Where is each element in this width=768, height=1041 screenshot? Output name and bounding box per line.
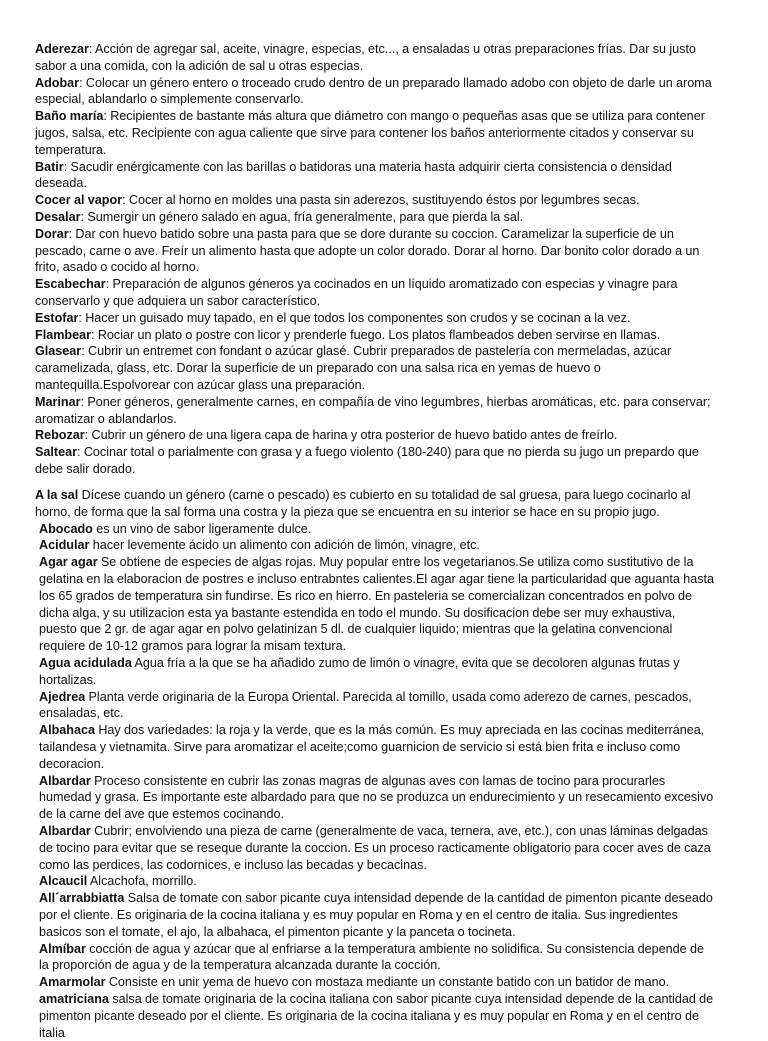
glossary-definition: Cubrir un entremet con fondant o azúcar glasé. Cubrir preparados de pastelería con mermeladas, azúcar caramelizada, glass, etc. Dorar la superficie de un preparado con una salsa rica en yemas de huevo o mantequilla.Espolvorear con azúcar glass una preparación. [35, 344, 672, 392]
glossary-entry [35, 974, 715, 991]
glossary-term: Ajedrea [39, 689, 86, 704]
glossary-entry [35, 108, 715, 158]
glossary-definition: Recipientes de bastante más altura que diámetro con mango o pequeñas asas que se utiliza para contener jugos, salsa, etc. Recipiente con agua caliente que sirve para contener los baños anteriormente citados y conservar su temperatura. [35, 109, 705, 157]
glossary-term: Rebozar [35, 428, 85, 443]
glossary-definition: Hay dos variedades: la roja y la verde, que es la más común. Es muy apreciada en las cocinas mediterránea, tailandesa y vietnamita. Sirve para aromatizar el aceite;como guarnicion de servicio si está bien frita e incluso como decoracion. [39, 723, 705, 771]
glossary-term: A la sal [35, 488, 79, 502]
glossary-definition: Rociar un plato o postre con licor y prenderle fuego. Los platos flambeados deben servirse en llamas. [97, 327, 661, 342]
glossary-entry [35, 310, 715, 327]
glossary-definition: Colocar un género entero o troceado crudo dentro de un preparado llamado adobo con objeto de darle un aroma especial, ablandarlo o simplemente conservarlo. [35, 75, 712, 107]
glossary-separator: : [88, 42, 96, 56]
glossary-entry [35, 722, 715, 772]
glossary-entry [35, 209, 715, 226]
glossary-term: All´arrabbiatta [39, 891, 125, 906]
glossary-definition: hacer levemente ácido un alimento con adición de limón, vinagre, etc. [92, 538, 480, 553]
glossary-definition: Planta verde originaria de la Europa Oriental. Parecida al tomillo, usada como aderezo de carnes, pescados, ensaladas, etc. [39, 689, 692, 721]
glossary-entry [35, 689, 715, 723]
glossary-entry [35, 941, 715, 975]
glossary-term: Albardar [39, 823, 91, 838]
glossary-term: Albahaca [39, 723, 95, 738]
glossary-section-1 [35, 41, 715, 478]
glossary-term: Abocado [39, 521, 93, 536]
glossary-entry [35, 554, 715, 655]
glossary-definition: Cubrir un género de una ligera capa de harina y otra posterior de huevo batido antes de freírlo. [91, 428, 618, 443]
glossary-definition: Hacer un guisado muy tapado, en el que todos los componentes son crudos y se cocinan a la vez. [85, 310, 631, 325]
glossary-term: Albardar [39, 773, 91, 788]
glossary-definition: Dícese cuando un género (carne o pescado) es cubierto en su totalidad de sal gruesa, para luego cocinarlo al horno, de forma que la sal forma una costra y la pieza que se encuentra en su interior se hace en su propio jugo. [35, 488, 691, 519]
glossary-entry [35, 394, 715, 428]
glossary-entry [35, 991, 715, 1041]
glossary-term: Escabechar [35, 277, 106, 292]
glossary-definition: Dar con huevo batido sobre una pasta para que se dore durante su coccion. Caramelizar la superficie de un pescado, carne o ave. Freír un alimento hasta que adopte un color dorado. Dorar al horno. Dar bonito color dorado a un frito, asado o cocido al horno. [35, 226, 700, 275]
glossary-separator: : [63, 159, 71, 174]
glossary-entry [35, 327, 715, 344]
glossary-entry [35, 444, 715, 478]
glossary-definition: Cocinar total o parialmente con grasa y a fuego violento (180-240) para que no pierda su jugo un prepardo que debe salir dorado. [35, 445, 699, 476]
glossary-section-2 [35, 487, 715, 1041]
glossary-term: amatriciana [39, 991, 110, 1006]
glossary-entry [35, 159, 715, 193]
glossary-definition: salsa de tomate originaria de la cocina italiana con sabor picante cuya intensidad depende de la cantidad de pimenton picante deseado por el cliente. Es originaria de la cocina italiana y es muy popular en Roma y en el centro de italia [39, 991, 714, 1040]
glossary-term: Marinar [35, 394, 81, 409]
glossary-separator: : [91, 327, 98, 342]
glossary-term: Acidular [39, 538, 90, 553]
glossary-term: Alcaucil [39, 874, 88, 889]
glossary-definition: cocción de agua y azúcar que al enfriarse a la temperatura ambiente no solidifica. Su consistencia depende de la proporción de agua y de la temperatura alcanzada durante la cocción. [39, 941, 704, 973]
glossary-separator: : [68, 226, 76, 241]
glossary-entry [35, 226, 715, 276]
glossary-term: Desalar [35, 209, 81, 224]
glossary-definition: Agua fría a la que se ha añadido zumo de limón o vinagre, evita que se decoloren algunas frutas y hortalizas. [39, 655, 680, 687]
glossary-entry [35, 75, 715, 109]
glossary-separator: : [78, 310, 86, 325]
glossary-separator: : [105, 277, 113, 292]
glossary-entry [35, 537, 715, 554]
glossary-definition: Se obtiene de especies de algas rojas. Muy popular entre los vegetarianos.Se utiliza como sustitutivo de la gelatina en la elaboracion de postres e incluso entrabntes calientes.El agar agar tiene la particularidad que aguanta hasta los 65 grados de temperatura sin fundirse. Es rico en hierro. En pasteleria se comercializan concentrados en polvo de dicha alga, y su utilizacion esta ya bastante estendida en todo el mundo. Su dosificacion debe ser muy exhaustiva, puesto que 2 gr. de agar agar en polvo gelatinizan 5 dl. de cualquier liquido; mientras que la gelatina convencional requiere de 10-12 gramos para lograr la misam textura. [39, 555, 715, 654]
glossary-term: Agua acidulada [39, 655, 132, 670]
glossary-entry [35, 773, 715, 823]
glossary-separator: : [122, 193, 129, 208]
glossary-term: Batir [35, 159, 64, 174]
glossary-term: Agar agar [39, 555, 98, 570]
glossary-separator: : [79, 75, 86, 90]
glossary-separator: : [80, 209, 88, 224]
glossary-entry [35, 873, 715, 890]
glossary-term: Estofar [35, 310, 79, 325]
glossary-definition: Sacudir enérgicamente con las barillas o batidoras una materia hasta adquirir cierta consistencia o densidad deseada. [35, 159, 672, 191]
glossary-term: Flambear [35, 327, 91, 342]
glossary-term: Saltear [35, 445, 78, 460]
glossary-term: Glasear [35, 344, 82, 359]
glossary-definition: Preparación de algunos géneros ya cocinados en un líquido aromatizado con especias y vinagre para conservarlo y que adquiera un sabor característico. [35, 277, 678, 308]
glossary-separator: : [84, 428, 92, 443]
glossary-definition: Cocer al horno en moldes una pasta sin aderezos, sustituyendo éstos por legumbres secas. [128, 193, 640, 208]
glossary-definition: Sumergir un género salado en agua, fría generalmente, para que pierda la sal. [87, 209, 524, 224]
glossary-definition: es un vino de sabor ligeramente dulce. [96, 521, 312, 536]
glossary-entry [35, 343, 715, 393]
glossary-term: Amarmolar [39, 975, 106, 990]
glossary-definition: Cubrir; envolviendo una pieza de carne (generalmente de vaca, ternera, ave, etc.), con unas láminas delgadas de tocino para evitar que se reseque durante la coccion. Es un proceso racticamente obligatorio para cocer aves de caza como las perdices, las codornices, e incluso las becadas y becacinas. [39, 823, 711, 872]
glossary-entry [35, 890, 715, 940]
glossary-definition: Poner géneros, generalmente carnes, en compañía de vino legumbres, hierbas aromáticas, etc. para conservar; aromatizar o ablandarlos. [35, 394, 711, 426]
glossary-entry [35, 427, 715, 444]
glossary-entry [35, 655, 715, 689]
glossary-term: Aderezar [35, 42, 89, 56]
glossary-definition: Consiste en unir yema de huevo con mostaza mediante un constante batido con un batidor de mano. [108, 975, 670, 990]
glossary-entry [35, 487, 715, 521]
glossary-separator: : [81, 344, 89, 359]
glossary-entry [35, 276, 715, 310]
glossary-definition: Acción de agregar sal, aceite, vinagre, especias, etc..., a ensaladas u otras preparaciones frías. Dar su justo sabor a una comida, con la adición de sal u otras especias. [35, 42, 696, 73]
glossary-entry [35, 41, 715, 75]
glossary-separator: : [80, 394, 88, 409]
glossary-definition: Proceso consistente en cubrir las zonas magras de algunas aves con lamas de tocino para procurarles humedad y grasa. Es importante este albardado para que no se produzca un endurecimiento y un resecamiento excesivo de la carne del ave que estemos cocinando. [39, 773, 714, 822]
glossary-entry [35, 823, 715, 873]
glossary-term: Almíbar [39, 941, 86, 956]
glossary-term: Dorar [35, 226, 69, 241]
glossary-term: Baño maría [35, 109, 104, 124]
glossary-definition: Alcachofa, morrillo. [89, 874, 197, 889]
glossary-separator: : [77, 445, 84, 460]
glossary-entry [35, 192, 715, 209]
glossary-definition: Salsa de tomate con sabor picante cuya intensidad depende de la cantidad de pimenton picante deseado por el cliente. Es originaria de la cocina italiana y es muy popular en Roma y en el centro de italia. Sus ingredientes basicos son el tomate, el ajo, la albahaca, el pimenton picante y la panceta o tocineta. [39, 891, 713, 939]
glossary-separator: : [103, 109, 111, 124]
glossary-entry [35, 521, 715, 538]
glossary-term: Cocer al vapor [35, 193, 123, 208]
glossary-term: Adobar [35, 75, 80, 90]
